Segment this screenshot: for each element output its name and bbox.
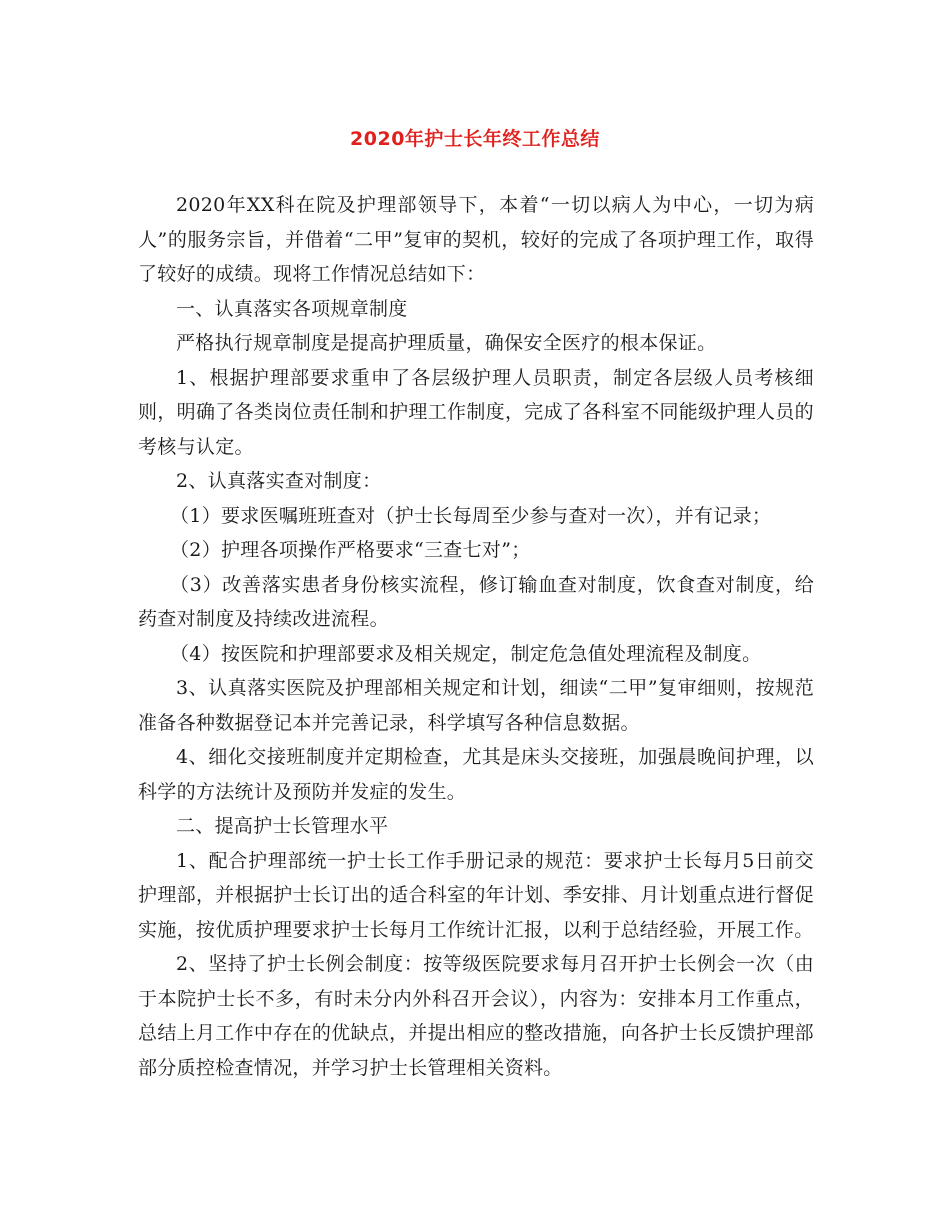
paragraph: 1、根据护理部要求重申了各层级护理人员职责，制定各层级人员考核细则，明确了各类岗位责任制和护理工作制度，完成了各科室不同能级护理人员的考核与认定。: [138, 366, 814, 458]
paragraph: 4、细化交接班制度并定期检查，尤其是床头交接班，加强晨晚间护理，以科学的方法统计及预防并发症的发生。: [138, 746, 814, 803]
paragraph: 3、认真落实医院及护理部相关规定和计划，细读“二甲”复审细则，按规范准备各种数据登记本并完善记录，科学填写各种信息数据。: [138, 677, 814, 734]
list-item: （4）按医院和护理部要求及相关规定，制定危急值处理流程及制度。: [170, 642, 762, 665]
document-title: 2020年护士长年终工作总结: [350, 128, 600, 150]
list-item: （3）改善落实患者身份核实流程，修订输血查对制度，饮食查对制度，给药查对制度及持续改进流程。: [138, 573, 814, 630]
paragraph: 2、认真落实查对制度：: [176, 470, 382, 492]
paragraph: 1、配合护理部统一护士长工作手册记录的规范：要求护士长每月5日前交护理部，并根据护士长订出的适合科室的年计划、季安排、月计划重点进行督促实施，按优质护理要求护士长每月工作统计汇报，以利于总结经验，开展工作。: [138, 849, 814, 941]
document-body: [138, 188, 814, 1085]
list-item: （2）护理各项操作严格要求“三查七对”；: [170, 539, 531, 561]
list-item: （1）要求医嘱班班查对（护士长每周至少参与查对一次），并有记录；: [170, 504, 772, 527]
section-heading-2: 二、提高护士长管理水平: [176, 815, 389, 837]
paragraph: 严格执行规章制度是提高护理质量，确保安全医疗的根本保证。: [176, 332, 717, 354]
paragraph-intro: 2020年XX科在院及护理部领导下，本着“一切以病人为中心，一切为病人”的服务宗旨，并借着“二甲”复审的契机，较好的完成了各项护理工作，取得了较好的成绩。现将工作情况总结如下：: [138, 194, 814, 285]
paragraph: 2、坚持了护士长例会制度：按等级医院要求每月召开护士长例会一次（由于本院护士长不多，有时未分内外科召开会议），内容为：安排本月工作重点，总结上月工作中存在的优缺点，并提出相应的整改措施，向各护士长反馈护理部部分质控检查情况，并学习护士长管理相关资料。: [138, 953, 814, 1079]
section-heading-1: 一、认真落实各项规章制度: [176, 297, 408, 320]
